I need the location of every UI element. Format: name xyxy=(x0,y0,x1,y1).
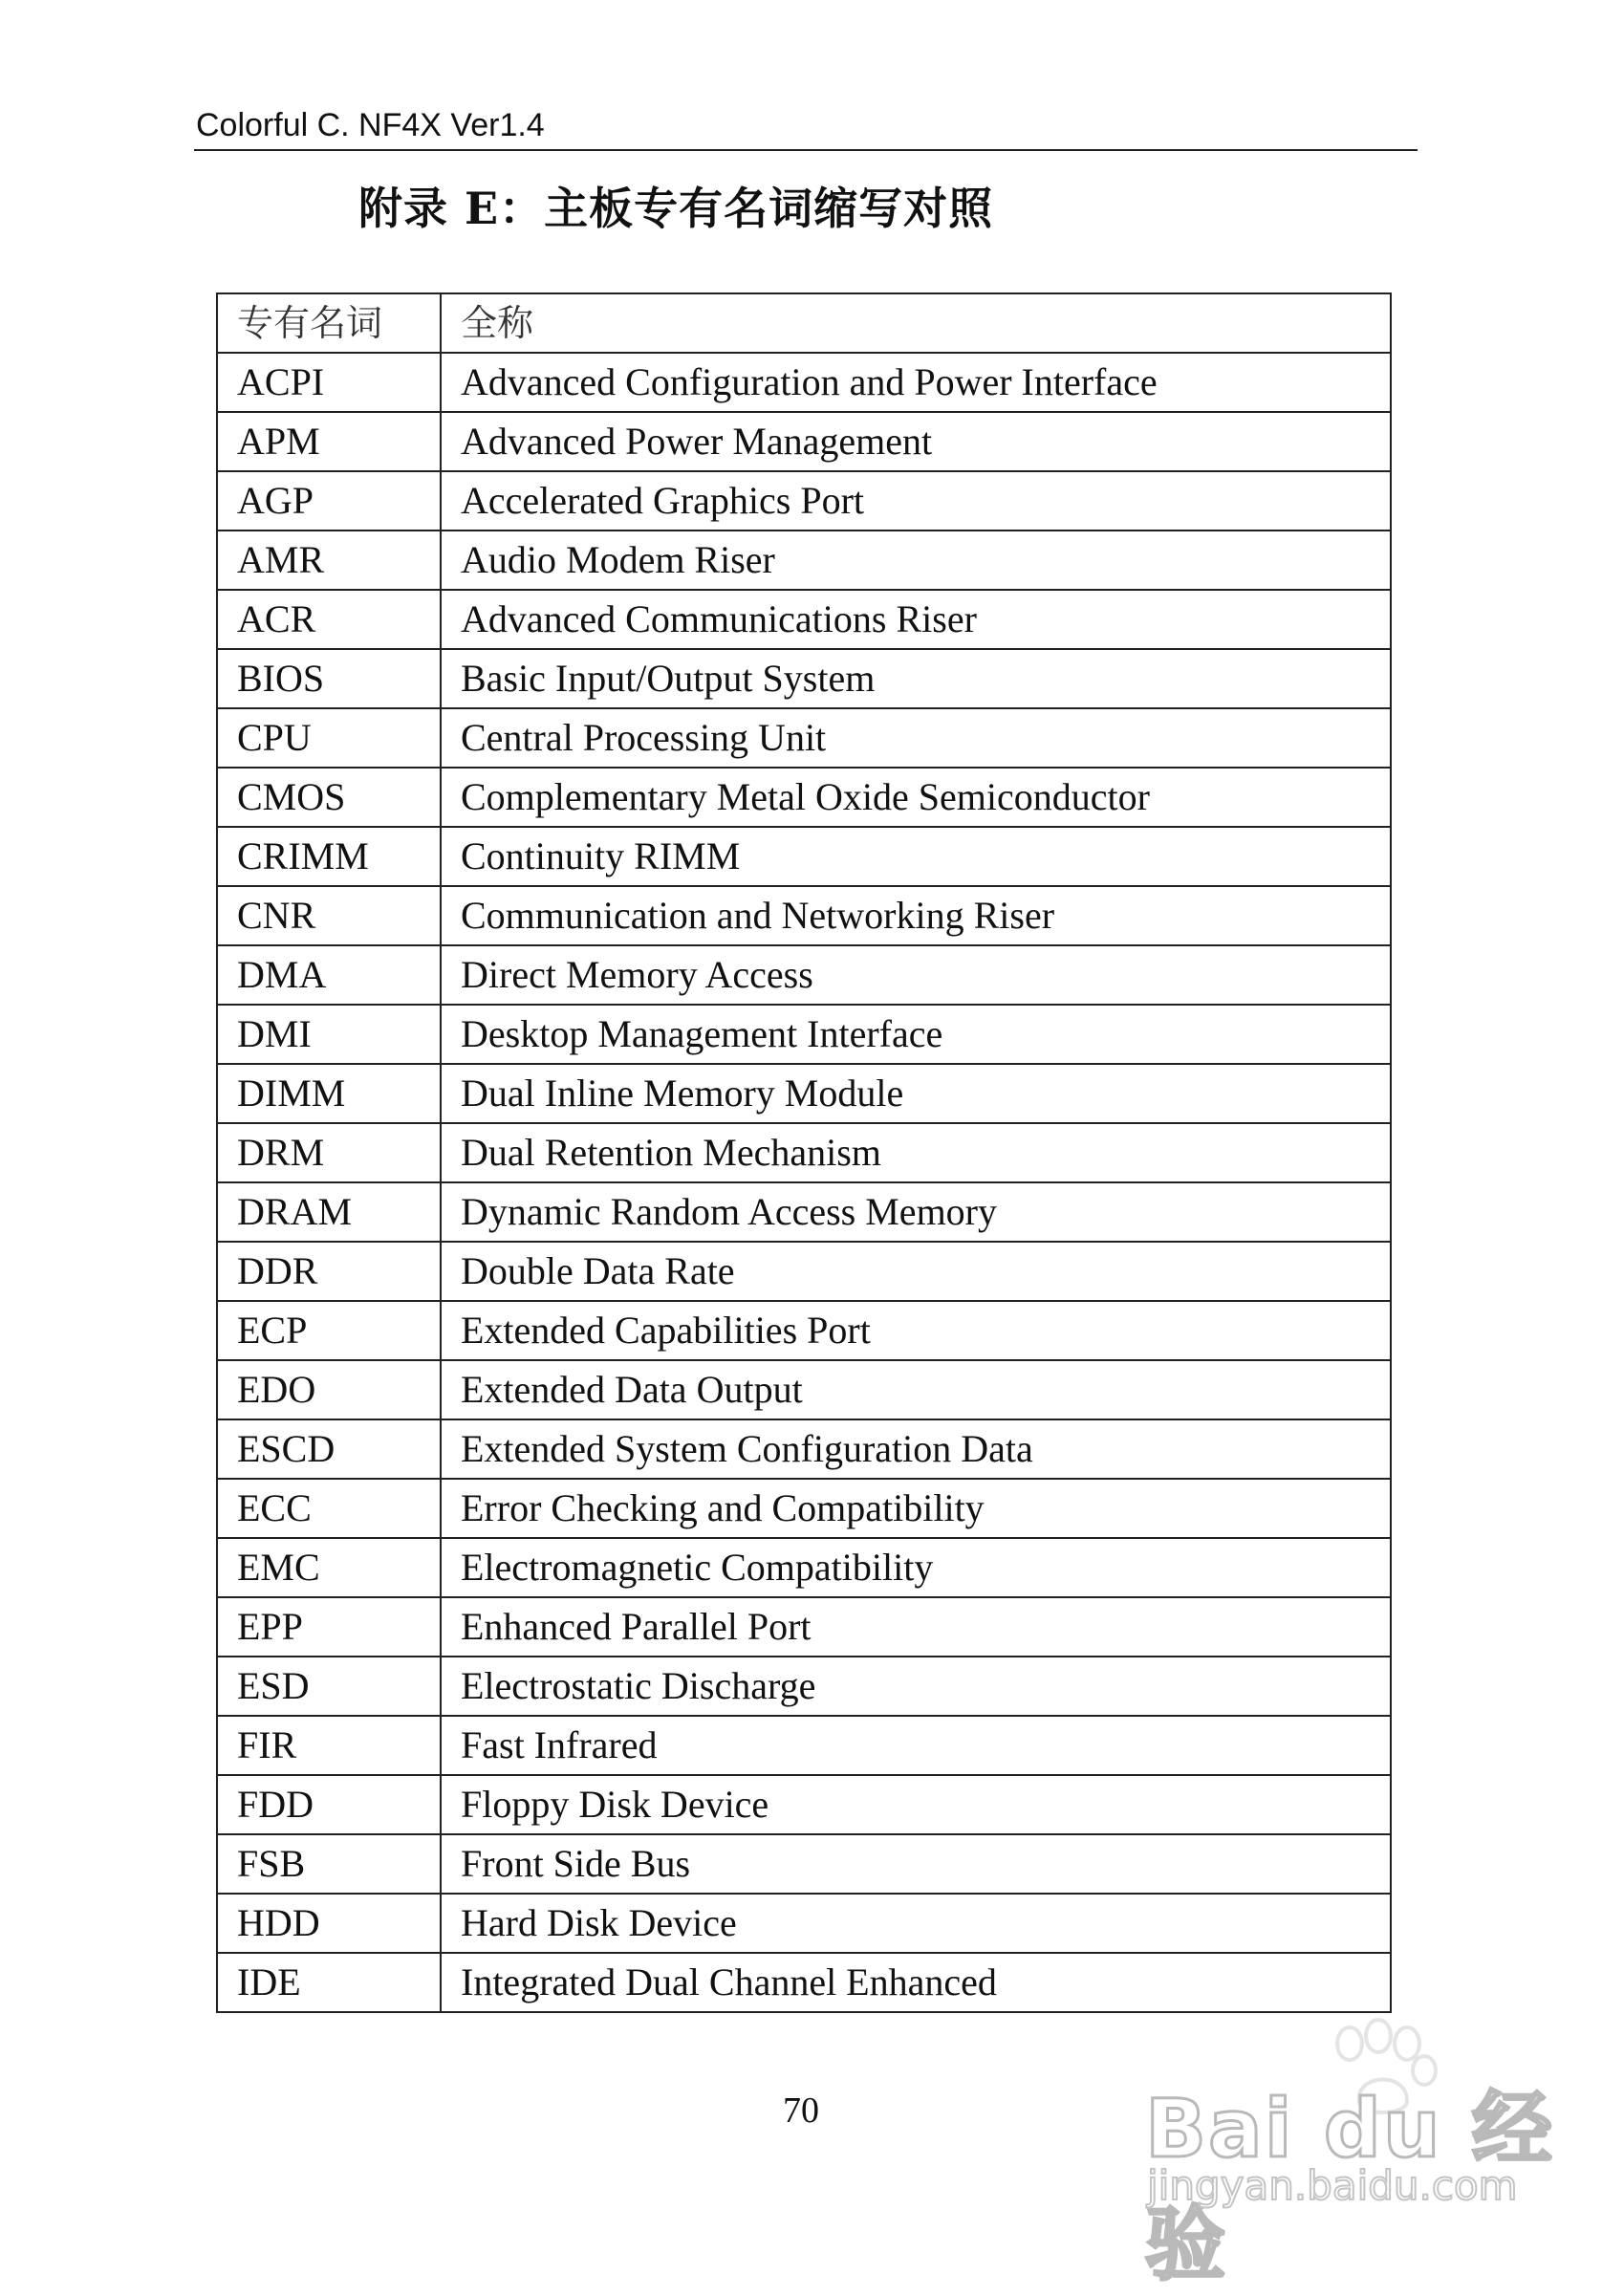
table-row xyxy=(217,1834,1391,1894)
abbreviation-cell: BIOS xyxy=(217,649,441,708)
table-row xyxy=(217,471,1391,531)
full-name-cell: Electrostatic Discharge xyxy=(441,1657,1391,1716)
full-name-cell: Double Data Rate xyxy=(441,1242,1391,1301)
full-name-cell: Extended Capabilities Port xyxy=(441,1301,1391,1360)
table-row xyxy=(217,1182,1391,1242)
full-name-cell: Accelerated Graphics Port xyxy=(441,471,1391,531)
table-row xyxy=(217,1419,1391,1479)
table-row xyxy=(217,1775,1391,1834)
table-row xyxy=(217,1894,1391,1953)
full-name-cell: Desktop Management Interface xyxy=(441,1005,1391,1064)
table-row xyxy=(217,1360,1391,1419)
abbreviation-cell: FDD xyxy=(217,1775,441,1834)
table-row xyxy=(217,1953,1391,2012)
column-header-fullname: 全称 xyxy=(441,293,1391,353)
table-row xyxy=(217,1597,1391,1657)
document-header: Colorful C. NF4X Ver1.4 xyxy=(196,107,545,143)
table-row xyxy=(217,708,1391,768)
abbreviation-cell: APM xyxy=(217,412,441,471)
abbreviation-cell: FIR xyxy=(217,1716,441,1775)
full-name-cell: Enhanced Parallel Port xyxy=(441,1597,1391,1657)
table-row xyxy=(217,827,1391,886)
full-name-cell: Floppy Disk Device xyxy=(441,1775,1391,1834)
abbreviation-cell: ACR xyxy=(217,590,441,649)
full-name-cell: Front Side Bus xyxy=(441,1834,1391,1894)
abbreviation-cell: ESD xyxy=(217,1657,441,1716)
full-name-cell: Basic Input/Output System xyxy=(441,649,1391,708)
abbreviation-cell: CRIMM xyxy=(217,827,441,886)
abbreviation-cell: DMI xyxy=(217,1005,441,1064)
table-row xyxy=(217,1479,1391,1538)
full-name-cell: Advanced Communications Riser xyxy=(441,590,1391,649)
abbreviation-cell: CPU xyxy=(217,708,441,768)
abbreviation-cell: EDO xyxy=(217,1360,441,1419)
full-name-cell: Dual Inline Memory Module xyxy=(441,1064,1391,1123)
table-row xyxy=(217,945,1391,1005)
abbreviation-cell: DRM xyxy=(217,1123,441,1182)
abbreviation-cell: DMA xyxy=(217,945,441,1005)
abbreviation-cell: HDD xyxy=(217,1894,441,1953)
table-row xyxy=(217,1242,1391,1301)
full-name-cell: Dynamic Random Access Memory xyxy=(441,1182,1391,1242)
table-row xyxy=(217,1005,1391,1064)
table-row xyxy=(217,649,1391,708)
table-header-row xyxy=(217,293,1391,353)
table-row xyxy=(217,1064,1391,1123)
table-row xyxy=(217,1716,1391,1775)
abbreviation-cell: DRAM xyxy=(217,1182,441,1242)
full-name-cell: Error Checking and Compatibility xyxy=(441,1479,1391,1538)
full-name-cell: Integrated Dual Channel Enhanced xyxy=(441,1953,1391,2012)
table-row xyxy=(217,412,1391,471)
table-row xyxy=(217,1657,1391,1716)
abbreviation-cell: ESCD xyxy=(217,1419,441,1479)
full-name-cell: Continuity RIMM xyxy=(441,827,1391,886)
column-header-term: 专有名词 xyxy=(217,293,441,353)
abbreviation-cell: ACPI xyxy=(217,353,441,412)
table-row xyxy=(217,886,1391,945)
full-name-cell: Audio Modem Riser xyxy=(441,531,1391,590)
abbreviation-cell: AGP xyxy=(217,471,441,531)
full-name-cell: Complementary Metal Oxide Semiconductor xyxy=(441,768,1391,827)
abbreviation-cell: AMR xyxy=(217,531,441,590)
full-name-cell: Dual Retention Mechanism xyxy=(441,1123,1391,1182)
full-name-cell: Fast Infrared xyxy=(441,1716,1391,1775)
table-row xyxy=(217,531,1391,590)
table-row xyxy=(217,1123,1391,1182)
full-name-cell: Direct Memory Access xyxy=(441,945,1391,1005)
full-name-cell: Communication and Networking Riser xyxy=(441,886,1391,945)
abbreviation-cell: ECC xyxy=(217,1479,441,1538)
abbreviation-cell: EPP xyxy=(217,1597,441,1657)
page-title: 附录 E：主板专有名词缩写对照 xyxy=(358,183,994,234)
abbreviation-cell: DIMM xyxy=(217,1064,441,1123)
table-row xyxy=(217,353,1391,412)
abbreviation-cell: ECP xyxy=(217,1301,441,1360)
full-name-cell: Extended System Configuration Data xyxy=(441,1419,1391,1479)
abbreviation-cell: CNR xyxy=(217,886,441,945)
full-name-cell: Advanced Configuration and Power Interface xyxy=(441,353,1391,412)
table-row xyxy=(217,1301,1391,1360)
full-name-cell: Advanced Power Management xyxy=(441,412,1391,471)
abbreviation-cell: EMC xyxy=(217,1538,441,1597)
full-name-cell: Electromagnetic Compatibility xyxy=(441,1538,1391,1597)
watermark-url: jingyan.baidu.com xyxy=(1147,2162,1518,2209)
table-row xyxy=(217,1538,1391,1597)
abbreviation-cell: IDE xyxy=(217,1953,441,2012)
table-row xyxy=(217,590,1391,649)
abbreviation-cell: CMOS xyxy=(217,768,441,827)
full-name-cell: Hard Disk Device xyxy=(441,1894,1391,1953)
page-number: 70 xyxy=(783,2090,819,2131)
abbreviation-cell: DDR xyxy=(217,1242,441,1301)
abbreviation-cell: FSB xyxy=(217,1834,441,1894)
table-row xyxy=(217,768,1391,827)
full-name-cell: Central Processing Unit xyxy=(441,708,1391,768)
abbreviation-table xyxy=(216,292,1392,2013)
full-name-cell: Extended Data Output xyxy=(441,1360,1391,1419)
header-divider xyxy=(194,149,1418,151)
baidu-watermark-logo: Bai du 经验 xyxy=(1145,2082,1554,2291)
